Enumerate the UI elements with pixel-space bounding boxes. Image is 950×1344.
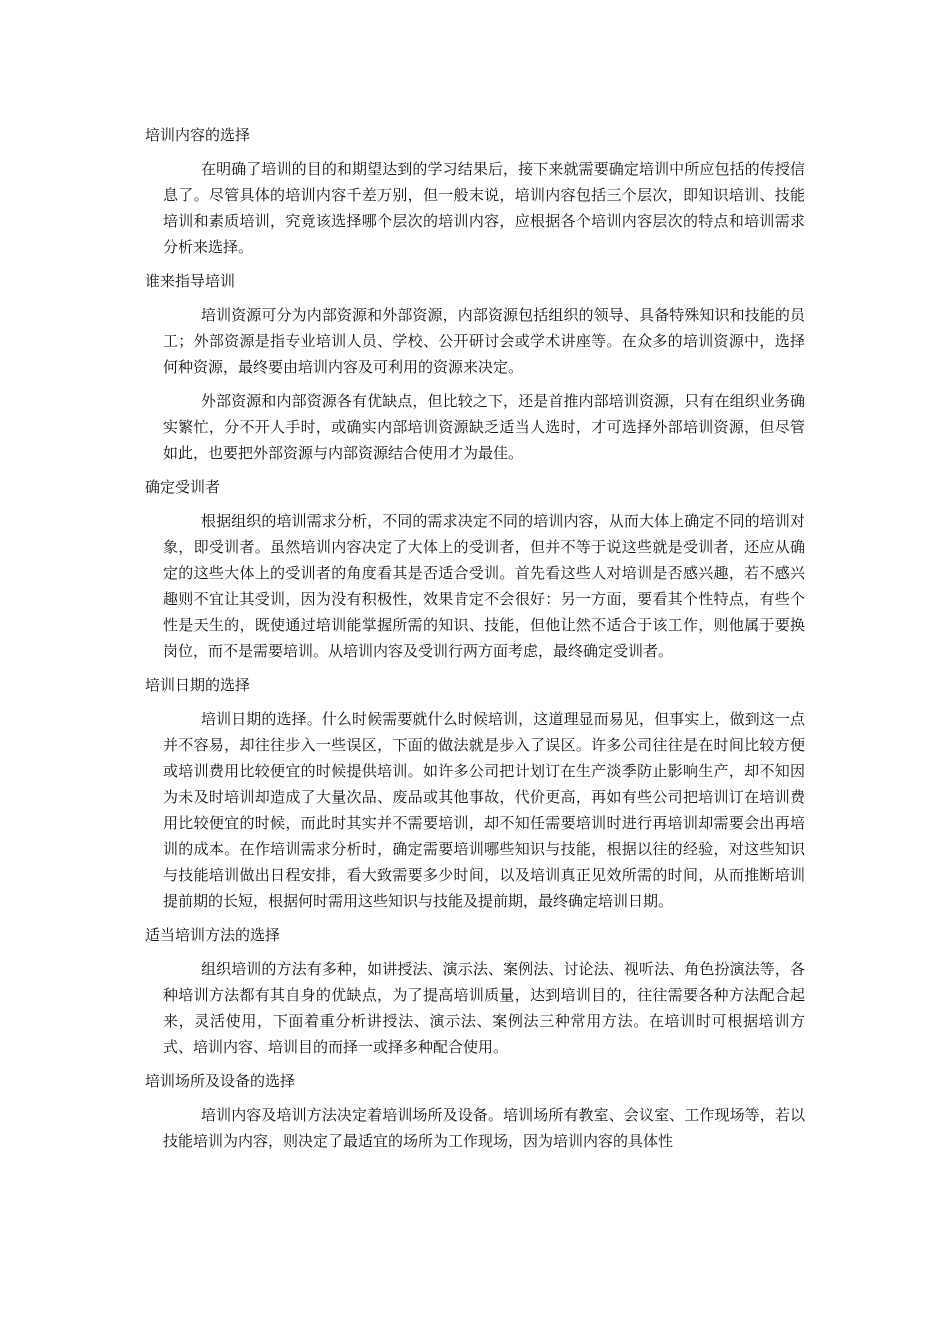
paragraph-training-resources: 培训资源可分为内部资源和外部资源，内部资源包括组织的领导、具备特殊知识和技能的员工；外部资源是指专业培训人员、学校、公开研讨会或学术讲座等。在众多的培训资源中，选择何种资源，最终要由培训内容及可利用的资源来决定。 bbox=[163, 306, 805, 376]
document-body bbox=[145, 124, 805, 1164]
section-heading-training-content: 培训内容的选择 bbox=[145, 126, 251, 144]
section-heading-who-instructs: 谁来指导培训 bbox=[145, 272, 236, 290]
paragraph-training-content: 在明确了培训的目的和期望达到的学习结果后，接下来就需要确定培训中所应包括的传授信息了。尽管具体的培训内容千差万别，但一般末说，培训内容包括三个层次，即知识培训、技能培训和素质培训，究竟该选择哪个层次的培训内容，应根据各个培训内容层次的特点和培训需求分析来选择。 bbox=[163, 160, 805, 256]
paragraph-training-methods: 组织培训的方法有多种，如讲授法、演示法、案例法、讨论法、视听法、角色扮演法等，各种培训方法都有其自身的优缺点，为了提高培训质量，达到培训目的，往往需要各种方法配合起来，灵活使用，下面着重分析讲授法、演示法、案例法三种常用方法。在培训时可根据培训方式、培训内容、培训目的而择一或择多种配合使用。 bbox=[163, 960, 805, 1056]
section-heading-trainees: 确定受训者 bbox=[145, 478, 221, 496]
section-heading-training-methods: 适当培训方法的选择 bbox=[145, 926, 281, 944]
paragraph-external-internal-resources: 外部资源和内部资源各有优缺点，但比较之下，还是首推内部培训资源，只有在组织业务确实繁忙，分不开人手时，或确实内部培训资源缺乏适当人选时，才可选择外部培训资源，但尽管如此，也要把外部资源与内部资源结合使用才为最佳。 bbox=[163, 392, 805, 462]
paragraph-trainees: 根据组织的培训需求分析，不同的需求决定不同的培训内容，从而大体上确定不同的培训对象，即受训者。虽然培训内容决定了大体上的受训者，但并不等于说这些就是受训者，还应从确定的这些大体上的受训者的角度看其是否适合受训。首先看这些人对培训是否感兴趣，若不感兴趣则不宜让其受训，因为没有积极性，效果肯定不会很好：另一方面，要看其个性特点，有些个性是天生的，既使通过培训能掌握所需的知识、技能，但他让然不适合于该工作，则他属于要换岗位，而不是需要培训。从培训内容及受训行两方面考虑，最终确定受训者。 bbox=[163, 512, 805, 660]
paragraph-training-date: 培训日期的选择。什么时候需要就什么时候培训，这道理显而易见，但事实上，做到这一点并不容易，却往往步入一些误区，下面的做法就是步入了误区。许多公司往往是在时间比较方便或培训费用比较便宜的时候提供培训。如许多公司把计划订在生产淡季防止影响生产，却不知因为未及时培训却造成了大量次品、废品或其他事故，代价更高，再如有些公司把培训订在培训费用比较便宜的时候，而此时其实并不需要培训，却不知任需要培训时进行再培训却需要会出再培训的成本。在作培训需求分析时，确定需要培训哪些知识与技能，根据以往的经验，对这些知识与技能培训做出日程安排，看大致需要多少时间，以及培训真正见效所需的时间，从而推断培训提前期的长短，根据何时需用这些知识与技能及提前期，最终确定培训日期。 bbox=[163, 710, 805, 910]
section-heading-venue-equipment: 培训场所及设备的选择 bbox=[145, 1072, 296, 1090]
paragraph-venue-equipment: 培训内容及培训方法决定着培训场所及设备。培训场所有教室、会议室、工作现场等，若以技能培训为内容，则决定了最适宜的场所为工作现场，因为培训内容的具体性 bbox=[163, 1106, 805, 1150]
section-heading-training-date: 培训日期的选择 bbox=[145, 676, 251, 694]
